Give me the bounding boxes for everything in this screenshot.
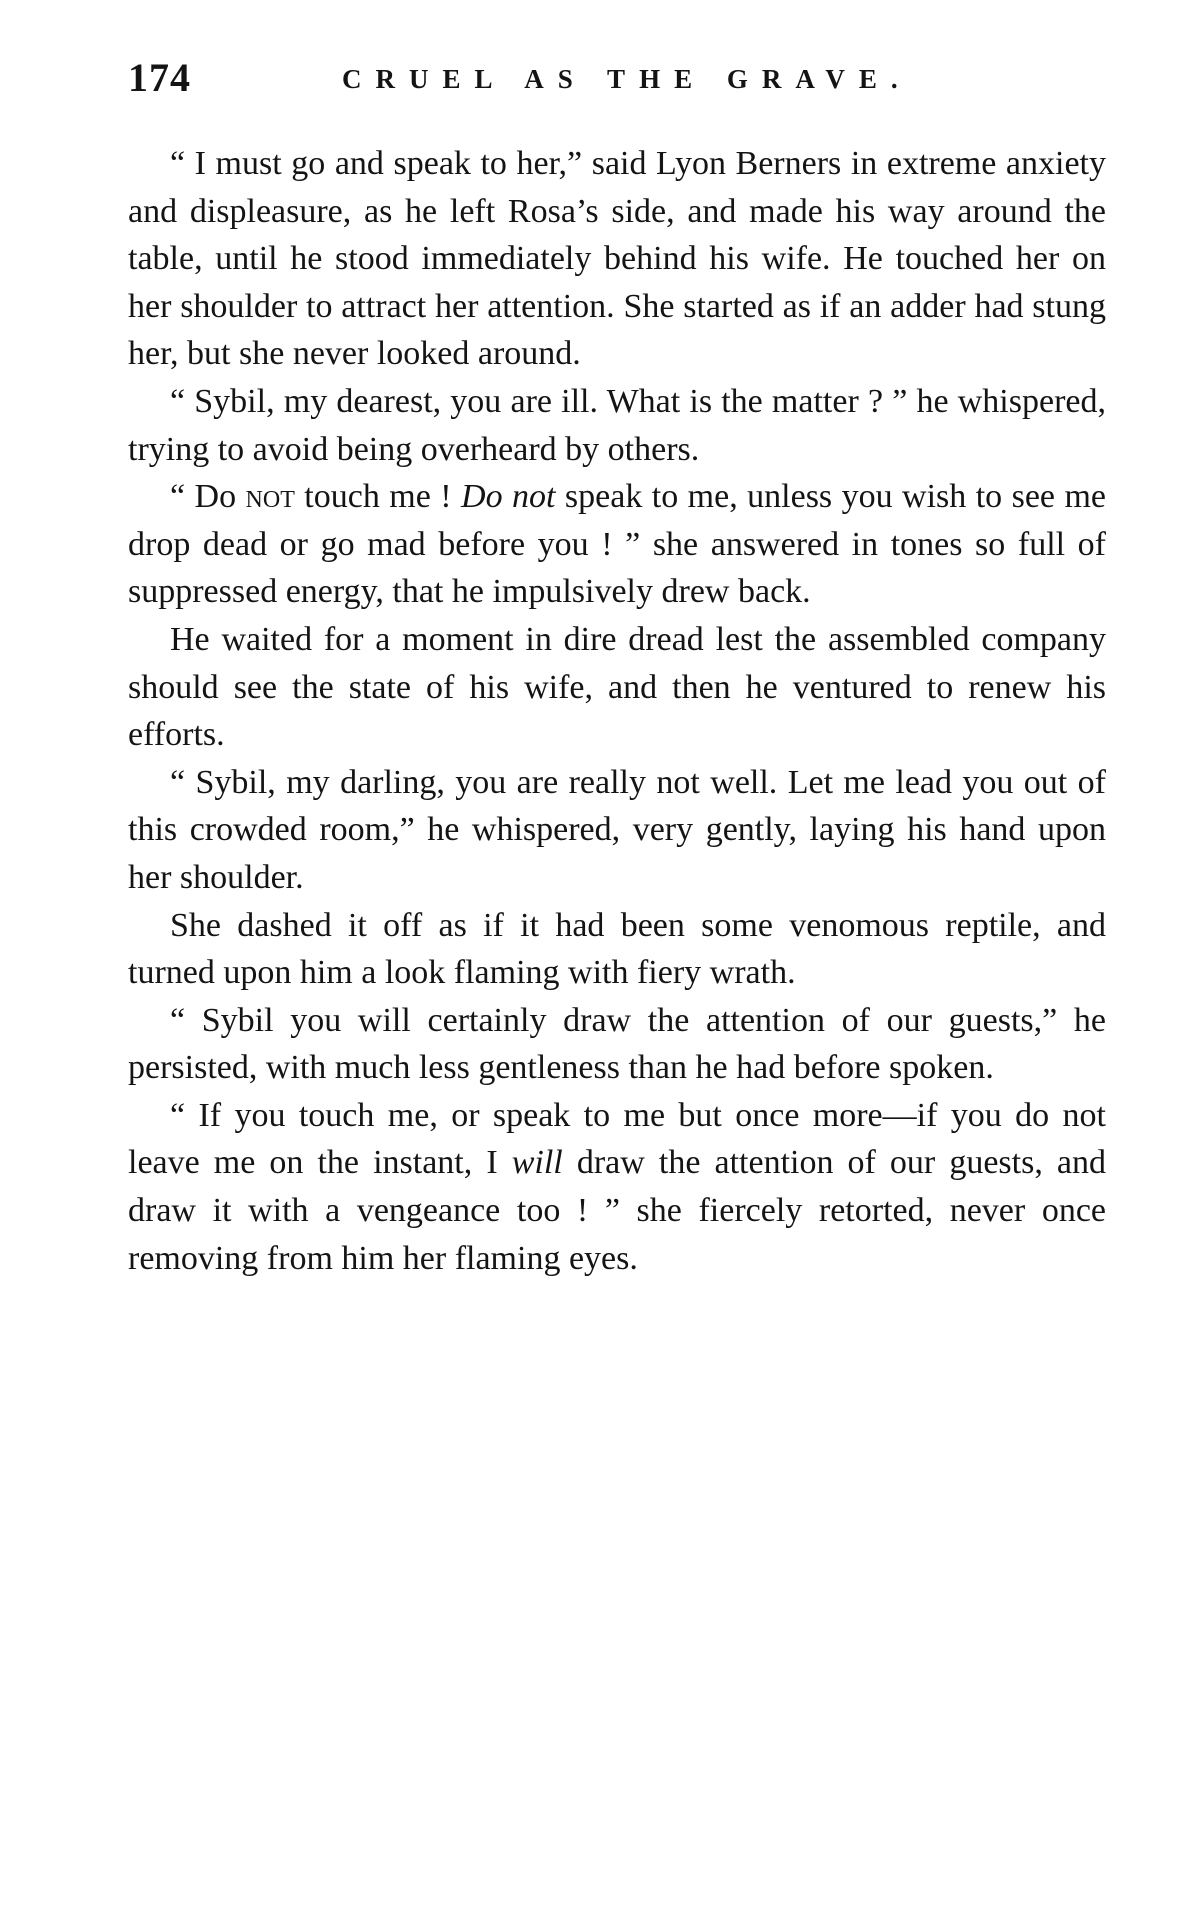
- text-run: “ Sybil, my dearest, you are ill. What is the matter ? ” he whispered, trying to avoid being overheard by others.: [128, 382, 1106, 468]
- italic-text: will: [511, 1144, 563, 1182]
- paragraph: [128, 759, 1106, 902]
- page-header: [128, 54, 1108, 102]
- paragraph: [128, 378, 1106, 473]
- text-run: “ If you touch me, or speak to me but once more—if you do not leave me on the instant, I: [128, 1096, 1106, 1182]
- text-run: “ I must go and speak to her,” said Lyon Berners in extreme anxiety and displeasure, as he left Rosa’s side, and made his way around the table, until he stood immediately behind his wife. He touched her on her shoulder to attract her attention. She started as if an adder had stung her, but she never looked around.: [128, 145, 1106, 373]
- paragraph: [128, 616, 1106, 759]
- text-run: “ Sybil, my darling, you are really not well. Let me lead you out of this crowded room,” he whispered, very gently, laying his hand upon her shoulder.: [128, 763, 1106, 896]
- text-run: She dashed it off as if it had been some venomous reptile, and turned upon him a look flaming with fiery wrath.: [128, 906, 1106, 992]
- running-title: CRUEL AS THE GRAVE.: [342, 64, 912, 94]
- small-caps-text: not: [245, 478, 295, 516]
- paragraph: [128, 902, 1106, 997]
- text-run: draw the attention of our guests, and draw it with a vengeance too ! ” she fiercely retorted, never once removing from him her flaming eyes.: [128, 1144, 1106, 1277]
- text-run: He waited for a moment in dire dread lest the assembled company should see the state of his wife, and then he ventured to renew his efforts.: [128, 620, 1106, 754]
- italic-text: Do not: [461, 478, 556, 516]
- paragraph: [128, 997, 1106, 1092]
- page-number: 174: [128, 55, 191, 100]
- paragraph: [128, 140, 1106, 378]
- text-run: speak to me, unless you wish to see me drop dead or go mad before you ! ” she answered in tones so full of suppressed energy, that he impulsively drew back.: [128, 478, 1106, 611]
- text-run: “ Sybil you will certainly draw the attention of our guests,” he persisted, with much less gentleness than he had before spoken.: [128, 1001, 1106, 1087]
- text-run: touch me !: [294, 478, 462, 516]
- paragraph: [128, 473, 1106, 616]
- text-run: “ Do: [170, 478, 246, 516]
- paragraph: [128, 1092, 1106, 1282]
- body-text: [128, 140, 1106, 1282]
